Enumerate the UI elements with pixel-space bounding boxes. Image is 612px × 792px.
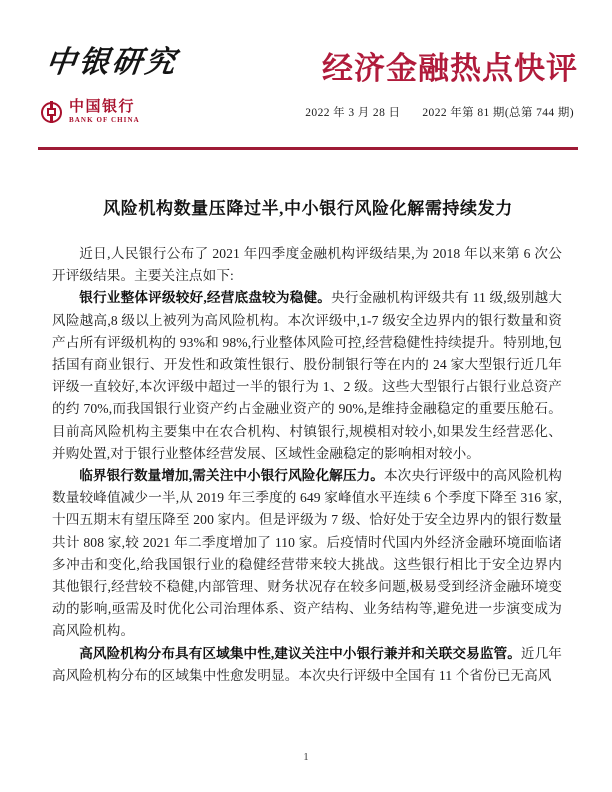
paragraph — [52, 243, 562, 287]
publication-issue: 2022 年第 81 期(总第 744 期) — [422, 107, 574, 119]
paragraph — [52, 465, 562, 643]
paragraph-text: 央行金融机构评级共有 11 级,级别越大风险越高,8 级以上被列为高风险机构。本次评级中,1-7 级安全边界内的银行数量和资产占所有评级机构的 93%和 98%,行业整体风险可控,经营稳健性持续提升。特别地,包括国有商业银行、开发性和政策性银行、股份制银行等在内的 24 家大型银行近几年评级一直较好,本次评级中超过一半的银行为 1、2 级。这些大型银行占银行业总资产的约 70%,而我国银行业资产约占金融业资产的 90%,是维持金融稳定的重要压舱石。目前高风险机构主要集中在农合机构、村镇银行,规模相对较小,如果发生经营恶化、并购处置,对于银行业整体经营发展、区域性金融稳定的影响相对较小。 — [52, 290, 562, 461]
paragraph-text: 近几年高风险机构分布的区域集中性愈发明显。本次央行评级中全国有 11 个省份已无高风 — [52, 645, 562, 683]
bank-name-cn: 中国银行 — [69, 99, 136, 115]
paragraph-lead: 临界银行数量增加,需关注中小银行风险化解压力。 — [79, 468, 384, 484]
boc-wordmark — [69, 100, 140, 124]
paragraph — [52, 287, 562, 465]
header-divider-rule — [38, 147, 578, 150]
bank-name-en: BANK OF CHINA — [69, 116, 140, 124]
article-body — [52, 243, 562, 687]
paragraph-lead: 高风险机构分布具有区域集中性,建议关注中小银行兼并和关联交易监管。 — [79, 645, 521, 661]
paragraph-text: 近日,人民银行公布了 2021 年四季度金融机构评级结果,为 2018 年以来第 6 次公开评级结果。主要关注点如下: — [52, 246, 562, 284]
masthead — [38, 48, 578, 148]
bank-of-china-logo — [41, 100, 140, 124]
publication-date: 2022 年 3 月 28 日 — [305, 107, 401, 119]
boc-emblem-icon — [41, 102, 62, 123]
article-title: 风险机构数量压降过半,中小银行风险化解需持续发力 — [103, 199, 513, 219]
paragraph — [52, 643, 562, 687]
page-number: 1 — [303, 752, 309, 763]
paragraph-lead: 银行业整体评级较好,经营底盘较为稳健。 — [79, 290, 332, 306]
brand-calligraphy-logo: 中银研究 — [43, 46, 180, 79]
brand-block — [38, 46, 268, 124]
paragraph-text: 本次央行评级中的高风险机构数量较峰值减少一半,从 2019 年三季度的 649 家峰值水平连续 6 个季度下降至 316 家,十四五期末有望压降至 200 家内。但是评级为 7 级、恰好处于安全边界内的银行数量共计 808 家,较 2021 年二季度增加了 110 家。后疫情时代国内外经济金融环境面临诸多冲击和变化,给我国银行业的稳健经营带来较大挑战。这些银行相比于安全边界内其他银行,经营较不稳健,内部管理、财务状况存在较多问题,极易受到经济金融环境变动的影响,亟需及时优化公司治理体系、资产结构、业务结构等,避免进一步演变成为高风险机构。 — [52, 468, 562, 639]
publication-title: 经济金融热点快评 — [322, 51, 578, 86]
publication-meta — [305, 104, 574, 120]
